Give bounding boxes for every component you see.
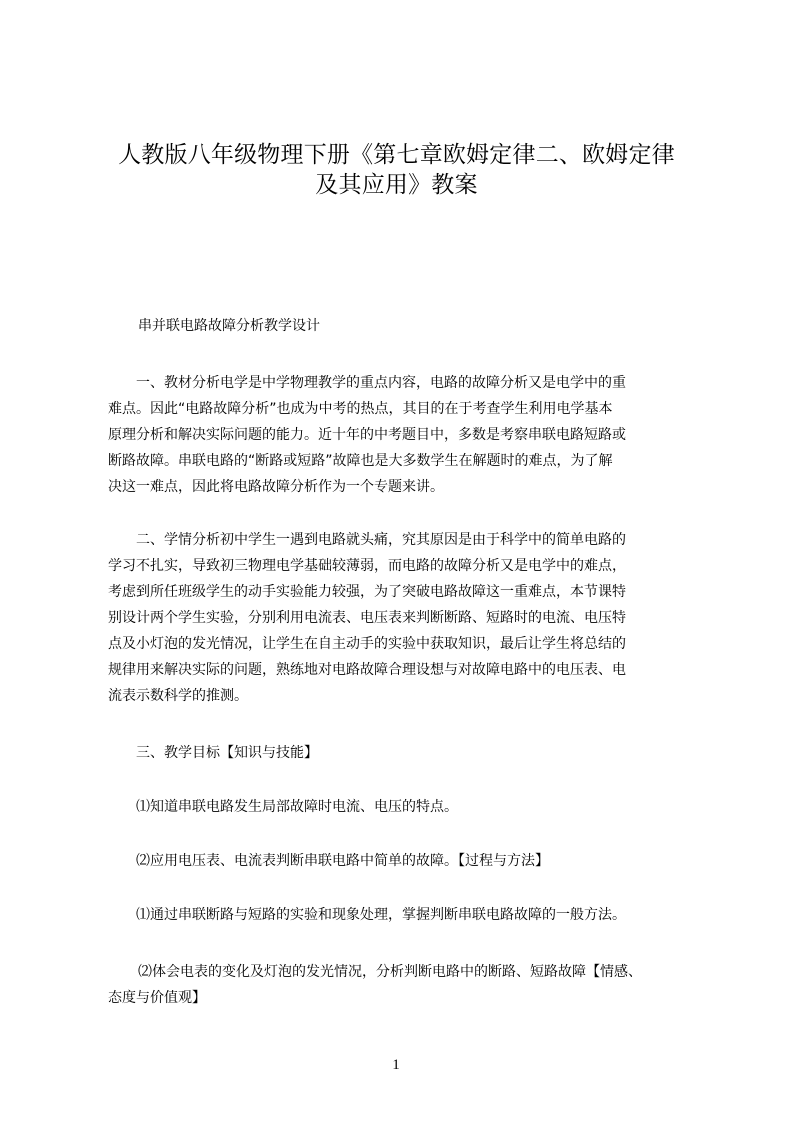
page-number: 1 [392,1057,400,1073]
section-1-paragraph [108,370,708,500]
paragraph-line: 点及小灯泡的发光情况，让学生在自主动手的实验中获取知识，最后让学生将总结的 [108,636,626,652]
paragraph-line: 难点。因此“电路故障分析”也成为中考的热点，其目的在于考查学生利用电学基本 [108,401,613,417]
objective-4-line-2: 态度与价值观】 [108,990,206,1006]
subheading: 串并联电路故障分析教学设计 [138,318,320,334]
paragraph-line: 别设计两个学生实验，分别利用电流表、电压表来判断断路、短路时的电流、电压特 [108,610,626,626]
document-title [100,140,693,200]
objective-4 [108,959,642,1011]
title-line-1: 人教版八年级物理下册《第七章欧姆定律二、欧姆定律 [118,142,675,168]
title-line-2: 及其应用》教案 [315,172,478,198]
objective-3: ⑴通过串联断路与短路的实验和现象处理，掌握判断串联电路故障的一般方法。 [136,907,626,923]
objective-1: ⑴知道串联电路发生局部故障时电流、电压的特点。 [136,799,458,815]
section-3-heading: 三、教学目标【知识与技能】 [136,745,318,761]
paragraph-line: 断路故障。串联电路的“断路或短路”故障也是大多数学生在解题时的难点，为了解 [108,453,613,469]
objective-4-line-1: ⑵体会电表的变化及灯泡的发光情况，分析判断电路中的断路、短路故障【情感、 [138,964,642,980]
paragraph-line: 流表示数科学的推测。 [108,688,248,704]
paragraph-line: 学习不扎实，导致初三物理电学基础较薄弱，而电路的故障分析又是电学中的难点， [108,558,626,574]
paragraph-line: 一、教材分析电学是中学物理教学的重点内容，电路的故障分析又是电学中的重 [136,375,626,391]
paragraph-line: 决这一难点，因此将电路故障分析作为一个专题来讲。 [108,479,444,495]
paragraph-line: 规律用来解决实际的问题，熟练地对电路故障合理设想与对故障电路中的电压表、电 [108,662,626,678]
paragraph-line: 考虑到所任班级学生的动手实验能力较强，为了突破电路故障这一重难点，本节课特 [108,584,626,600]
objective-2: ⑵应用电压表、电流表判断串联电路中简单的故障。【过程与方法】 [136,853,549,869]
section-2-paragraph [108,527,708,709]
paragraph-line: 二、学情分析初中学生一遇到电路就头痛，究其原因是由于科学中的简单电路的 [136,532,626,548]
paragraph-line: 原理分析和解决实际问题的能力。近十年的中考题目中，多数是考察串联电路短路或 [108,427,626,443]
